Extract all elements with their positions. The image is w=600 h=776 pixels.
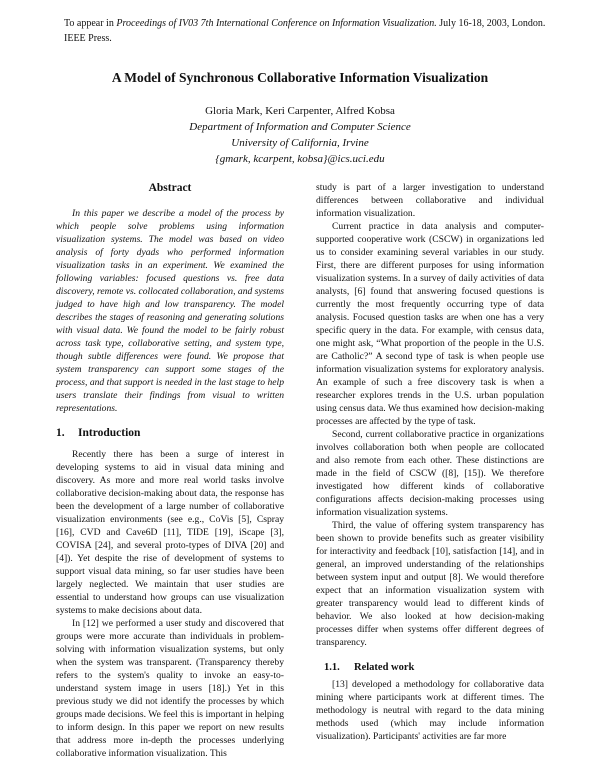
abstract-heading: Abstract xyxy=(148,182,192,194)
related-work-heading xyxy=(316,661,544,674)
proceedings-name: Proceedings of IV03 7th International Conference on Information Visualization. xyxy=(116,18,437,29)
abstract-body: In this paper we describe a model of the process by which people solve problems using information visualization systems. The model was based on video analysis of forty dyads who performed information visualization tasks in an experiment. We examined the following variables: focused questions vs. free data discovery, remote vs. collocated collaboration, and systems judged to have high and low transparency. The model describes the stages of reasoning and generating solutions with visual data. We found the model to be fairly robust across task type, collaborative setting, and system type, though subtle differences were found. We propose that system transparency can support some stages of the process, and that support is needed in the last stage to help users translate their findings from visual to written representations. xyxy=(56,208,284,414)
introduction-title: Introduction xyxy=(78,427,141,439)
publication-note-suffix: July 16-18, 2003, London. IEEE Press. xyxy=(64,18,546,44)
introduction-paragraph: Recently there has been a surge of interest in developing systems to aid in visual data mining and discovery. As more and more real world tasks involve collaborative decision-making about data, the response has been the development of a large number of collaborative visualization environments (see e.g., CoVis [5], Cspray [16], CVD and Cave6D [11], TIDE [19], iScape [3], COVISA [24], and several proto-types of DIVA [20] and [4]). Yet despite the rise of development of systems to support visual data mining, so far user studies have been largely neglected. We maintain that user studies are essential to understand how groups can use visualization systems to make decisions about data. xyxy=(56,449,284,616)
body-paragraph: Third, the value of offering system transparency has been shown to provide benefits such as greater visibility for interactivity and feedback [10], satisfaction [14], and in general, an improved understanding of the relationships between system input and output [8]. We would therefore expect that an information visualization system with greater transparency would lead to different kinds of behavior. We also looked at how decision-making processes differ when systems offer different degrees of transparency. xyxy=(316,520,544,648)
introduction-paragraph: In [12] we performed a user study and discovered that groups were more accurate than individuals in problem-solving with information visualization systems, but only when the system was transparent. (Transparency thereby refers to the system's quality to invoke an easy-to-understand system image in users [18].) Yet in this previous study we did not identify the processes by which groups made decisions. We feel this is important in helping to inform design. In this paper we report on new results that address more in-depth the processes underlying collaborative information visualization. This xyxy=(56,618,284,759)
continued-paragraph: study is part of a larger investigation to understand differences between collaborative and individual information visualization. xyxy=(316,182,544,219)
author-department: Department of Information and Computer Science xyxy=(189,121,411,133)
body-paragraph: Second, current collaborative practice in organizations involves collaboration both when people are collocated and also remote from each other. These distinctions are made in the field of CSCW ([8], [15]). We therefore investigated how different kinds of collaborative configurations affects decision-making processes using information visualization systems. xyxy=(316,429,544,518)
left-column xyxy=(56,182,284,760)
body-paragraph: Current practice in data analysis and computer-supported cooperative work (CSCW) in organizations led us to consider examining several variables in our study. First, there are different purposes for using information visualization systems. In a survey of daily activities of data analysts, [6] found that answering focused questions is currently the most frequently occurring type of data analysis. Focused question tasks are when one has a very specific query in the data. For example, with census data, one might ask, “What proportion of the people in the U.S. are Catholic?” A second type of task is when people use information visualization systems for exploratory analysis. An example of such a free discovery task is when a researcher explores trends in the U.S. urban population using census data. We thus examined how decision-making processes are affected by the type of task. xyxy=(316,221,544,427)
related-work-title: Related work xyxy=(354,662,415,673)
author-university: University of California, Irvine xyxy=(231,137,369,149)
author-block xyxy=(0,103,600,167)
author-emails: {gmark, kcarpent, kobsa}@ics.uci.edu xyxy=(215,153,385,165)
right-column xyxy=(316,181,544,743)
publication-note xyxy=(64,16,564,46)
paper-title: A Model of Synchronous Collaborative Information Visualization xyxy=(111,70,489,85)
related-work-number: 1.1. xyxy=(324,662,340,673)
publication-note-prefix: To appear in xyxy=(64,18,117,29)
related-work-paragraph: [13] developed a methodology for collaborative data mining where participants work at different times. The methodology is neutral with regard to the data mining methods used (which may include information visualization). Participants' activities are far more xyxy=(316,679,544,742)
author-names: Gloria Mark, Keri Carpenter, Alfred Kobsa xyxy=(205,105,395,117)
introduction-number: 1. xyxy=(56,427,65,439)
introduction-heading xyxy=(56,427,284,440)
